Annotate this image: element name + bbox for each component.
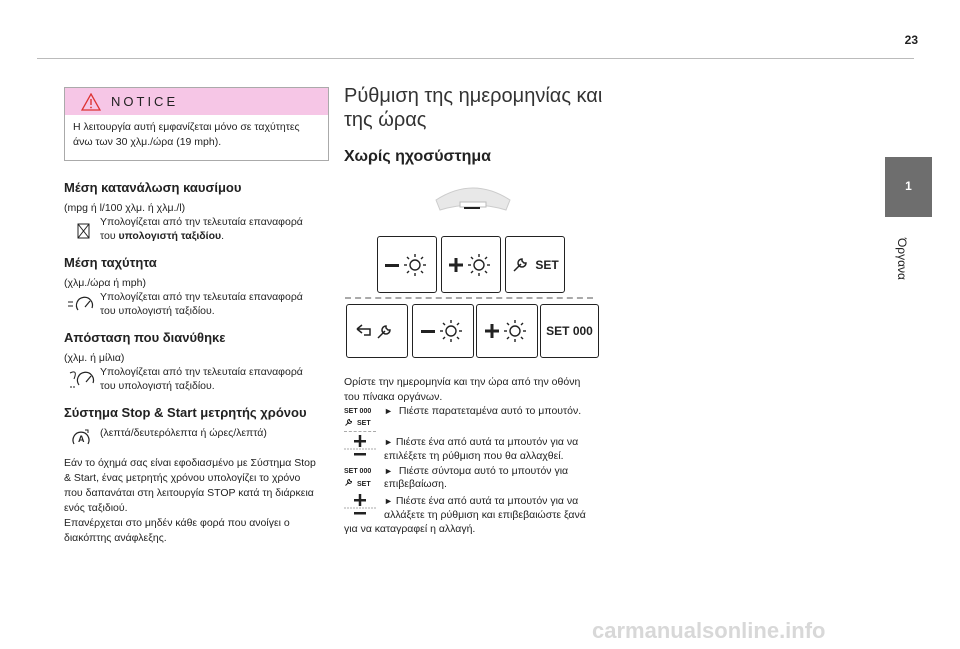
stop-start-para: & Start, ένας μετρητής χρόνου υπολογίζει το χρόνο	[64, 472, 301, 484]
set-mini-icon: SET	[357, 420, 371, 427]
stop-start-icon	[64, 426, 100, 452]
wrench-set-button[interactable]	[505, 236, 565, 293]
intro-text: του πίνακα οργάνων.	[344, 391, 443, 403]
stop-start-para: διακόπτης ανάφλεξης.	[64, 532, 167, 544]
notice-line: Η λειτουργία αυτή εμφανίζεται μόνο σε ταχύτητες	[73, 121, 300, 133]
set-000-button[interactable]	[540, 304, 599, 358]
section-title-line: Ρύθμιση της ημερομηνίας και	[344, 85, 603, 107]
step-text: επιβεβαίωση.	[384, 478, 447, 490]
set000-mini-icon: SET 000	[344, 408, 372, 415]
distance-desc: του υπολογιστή ταξιδίου.	[100, 380, 215, 392]
speedometer-icon	[64, 290, 100, 318]
stop-start-para: που δαπανάται στη λειτουργία STOP κατά τη διάρκεια	[64, 487, 314, 499]
chapter-number: 1	[905, 179, 912, 193]
stop-start-para: Επανέρχεται στο μηδέν κάθε φορά που ανοίγει ο	[64, 517, 290, 529]
warning-icon	[81, 93, 101, 111]
chapter-label-wrap	[893, 238, 913, 328]
step-text: επιλέξετε τη ρύθμιση που θα αλλαχθεί.	[384, 450, 564, 462]
fuel-desc: Υπολογίζεται από την τελευταία επαναφορά	[100, 216, 303, 228]
step-text: Πιέστε σύντομα αυτό το μπουτόν για	[398, 465, 569, 477]
fuel-desc-post: .	[221, 230, 225, 242]
mini-divider	[344, 431, 376, 432]
subsection-title: Χωρίς ηχοσύστημα	[344, 148, 492, 165]
return-wrench-button[interactable]	[346, 304, 408, 358]
stop-start-units: (λεπτά/δευτερόλεπτα ή ώρες/λεπτά)	[100, 427, 267, 439]
bullet-arrow-icon: ►	[384, 466, 393, 476]
section-title-line: της ώρας	[344, 109, 427, 131]
notice-line: άνω των 30 χλμ./ώρα (19 mph).	[73, 136, 222, 148]
speed-desc: Υπολογίζεται από την τελευταία επαναφορά	[100, 291, 303, 303]
wrench-icon	[344, 478, 353, 487]
speed-title: Μέση ταχύτητα	[64, 255, 157, 270]
stop-start-title: Σύστημα Stop & Start μετρητής χρόνου	[64, 405, 307, 420]
brightness-plus-button[interactable]	[441, 236, 501, 293]
wrench-icon	[511, 256, 529, 274]
brightness-minus-button[interactable]	[377, 236, 437, 293]
dashboard-illustration	[428, 180, 518, 218]
bullet-arrow-icon: ►	[384, 437, 393, 447]
plus-minus-icon	[344, 494, 376, 520]
chapter-tab[interactable]	[885, 157, 932, 217]
distance-icon	[64, 365, 100, 393]
speed-units: (χλμ./ώρα ή mph)	[64, 277, 146, 289]
fuel-units: (mpg ή l/100 χλμ. ή χλμ./l)	[64, 202, 186, 214]
notice-text	[65, 115, 328, 155]
notice-title: NOTICE	[111, 94, 179, 109]
notice-box	[64, 87, 329, 161]
brightness-minus-button-2[interactable]	[412, 304, 474, 358]
brightness-plus-icon	[447, 253, 495, 277]
set000-mini-icon: SET 000	[344, 468, 372, 475]
brightness-plus-icon	[483, 319, 531, 343]
distance-title: Απόσταση που διανύθηκε	[64, 330, 226, 345]
step-text: Πιέστε ένα από αυτά τα μπουτόν για να	[395, 495, 579, 507]
top-divider	[37, 58, 914, 59]
plus-minus-icon	[344, 435, 376, 461]
fuel-title: Μέση κατανάλωση καυσίμου	[64, 180, 242, 195]
distance-units: (χλμ. ή μίλια)	[64, 352, 125, 364]
brightness-minus-icon	[383, 253, 431, 277]
return-wrench-icon	[354, 321, 400, 341]
stop-start-para: Εάν το όχημά σας είναι εφοδιασμένο με Σύστημα Stop	[64, 457, 316, 469]
bullet-arrow-icon: ►	[384, 406, 393, 416]
step-text: Πιέστε ένα από αυτά τα μπουτόν για να	[395, 436, 579, 448]
distance-desc: Υπολογίζεται από την τελευταία επαναφορά	[100, 366, 303, 378]
brightness-plus-button-2[interactable]	[476, 304, 538, 358]
chapter-label: Όργανα	[895, 238, 909, 280]
step-text: για να καταγραφεί η αλλαγή.	[344, 523, 476, 535]
step-text: αλλάξετε τη ρύθμιση και επιβεβαιώστε ξανά	[384, 509, 586, 521]
fuel-desc-bold: υπολογιστή ταξιδίου	[118, 230, 222, 242]
bullet-arrow-icon: ►	[384, 496, 393, 506]
speed-desc: του υπολογιστή ταξιδίου.	[100, 305, 215, 317]
fuel-pump-icon	[64, 215, 100, 243]
page-number: 23	[904, 33, 918, 47]
intro-text: Ορίστε την ημερομηνία και την ώρα από την οθόνη	[344, 376, 581, 388]
step-text: Πιέστε παρατεταμένα αυτό το μπουτόν.	[398, 405, 582, 417]
stop-start-para: ενός ταξιδιού.	[64, 502, 128, 514]
set-mini-icon: SET	[357, 481, 371, 488]
set-000-label: SET 000	[546, 324, 593, 338]
svg-text:A: A	[78, 434, 85, 444]
section-title	[344, 84, 602, 132]
dashed-divider	[345, 297, 593, 299]
brightness-minus-icon	[419, 319, 467, 343]
fuel-desc-pre: του	[100, 230, 119, 242]
wrench-icon	[344, 418, 353, 427]
notice-header	[65, 88, 328, 115]
watermark: carmanualsonline.info	[592, 618, 826, 643]
set-label: SET	[535, 257, 559, 272]
